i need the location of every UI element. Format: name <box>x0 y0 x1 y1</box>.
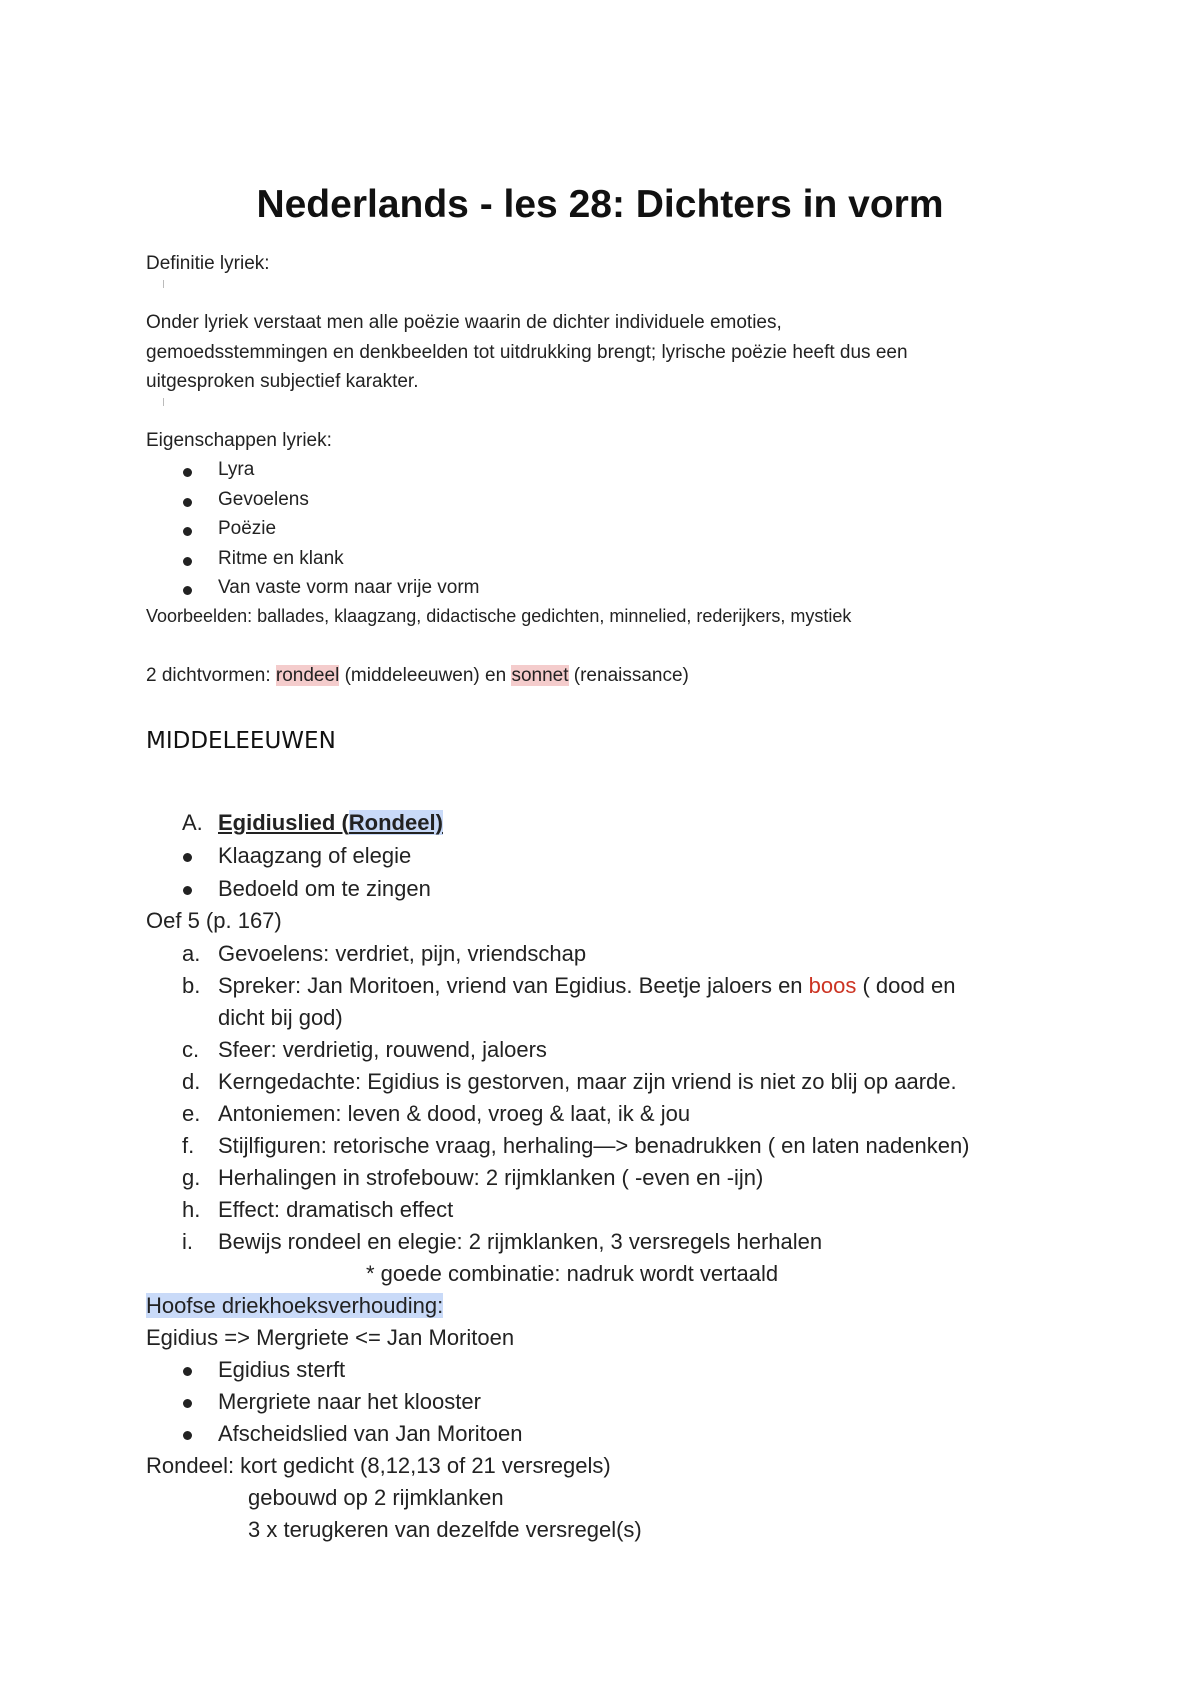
bullet <box>183 1399 192 1408</box>
egidius-title: Egidiuslied ( <box>218 810 349 835</box>
highlight-rondeel-title: Rondeel) <box>348 810 443 835</box>
highlight-hoofse: Hoofse driekhoeksverhouding: <box>146 1293 444 1318</box>
rondeel-line-3: 3 x terugkeren van dezelfde versregel(s) <box>248 1517 642 1542</box>
bullet <box>183 468 192 477</box>
list-item: Afscheidslied van Jan Moritoen <box>218 1421 523 1446</box>
rondeel-line-2: gebouwd op 2 rijmklanken <box>248 1485 504 1510</box>
list-item: Gevoelens: verdriet, pijn, vriendschap <box>218 941 587 966</box>
comment-marker <box>163 280 164 288</box>
list-item: Bedoeld om te zingen <box>218 876 431 901</box>
hoofse-line: Egidius => Mergriete <= Jan Moritoen <box>146 1325 515 1350</box>
highlight-rondeel: rondeel <box>275 665 340 686</box>
section-heading: MIDDELEEUWEN <box>146 728 336 754</box>
list-item-continuation: dicht bij god) <box>218 1005 343 1030</box>
highlight-sonnet: sonnet <box>511 665 569 686</box>
list-item: Bewijs rondeel en elegie: 2 rijmklanken, 3 versregels herhalen <box>218 1229 823 1254</box>
list-item: Ritme en klank <box>218 548 344 569</box>
definitie-line-2: gemoedsstemmingen en denkbeelden tot uitdrukking brengt; lyrische poëzie heeft dus een <box>146 342 908 363</box>
dichtvormen-mid: (middeleeuwen) en <box>339 665 512 686</box>
page-title: Nederlands - les 28: Dichters in vorm <box>256 183 944 226</box>
item-text: Spreker: Jan Moritoen, vriend van Egidius. Beetje jaloers en <box>218 973 809 998</box>
list-item: Effect: dramatisch effect <box>218 1197 454 1222</box>
item-text: ( dood en <box>856 973 956 998</box>
bullet <box>183 498 192 507</box>
list-item: Klaagzang of elegie <box>218 843 412 868</box>
list-letter: a. <box>182 941 201 966</box>
oef-heading: Oef 5 (p. 167) <box>146 908 282 933</box>
list-item: Poëzie <box>218 518 277 539</box>
bullet <box>183 557 192 566</box>
list-letter: A. <box>182 810 203 835</box>
voorbeelden-line: Voorbeelden: ballades, klaagzang, didactische gedichten, minnelied, rederijkers, mystiek <box>146 606 852 626</box>
list-letter: g. <box>182 1165 201 1190</box>
list-letter: f. <box>182 1133 195 1158</box>
list-item: Lyra <box>218 459 255 480</box>
definitie-line-3: uitgesproken subjectief karakter. <box>146 371 419 392</box>
list-item: Mergriete naar het klooster <box>218 1389 481 1414</box>
egidius-heading <box>218 810 443 836</box>
hoofse-label <box>146 1293 443 1319</box>
dichtvormen-suffix: (renaissance) <box>568 665 689 686</box>
bullet <box>183 1367 192 1376</box>
list-letter: c. <box>182 1037 200 1062</box>
bullet <box>183 527 192 536</box>
oef-note: * goede combinatie: nadruk wordt vertaald <box>366 1261 779 1286</box>
list-item: Herhalingen in strofebouw: 2 rijmklanken ( -even en -ijn) <box>218 1165 764 1190</box>
bullet <box>183 853 192 862</box>
definitie-label: Definitie lyriek: <box>146 253 270 274</box>
bullet <box>183 1431 192 1440</box>
comment-marker <box>163 398 164 406</box>
dichtvormen-line <box>146 665 689 687</box>
list-letter: h. <box>182 1197 201 1222</box>
list-item: Sfeer: verdrietig, rouwend, jaloers <box>218 1037 547 1062</box>
list-item <box>218 973 955 999</box>
list-item: Egidius sterft <box>218 1357 346 1382</box>
list-item: Kerngedachte: Egidius is gestorven, maar zijn vriend is niet zo blij op aarde. <box>218 1069 957 1094</box>
list-item: Stijlfiguren: retorische vraag, herhaling—> benadrukken ( en laten nadenken) <box>218 1133 970 1158</box>
list-letter: i. <box>182 1229 193 1254</box>
list-item: Van vaste vorm naar vrije vorm <box>218 577 480 598</box>
list-item: Antoniemen: leven & dood, vroeg & laat, ik & jou <box>218 1101 691 1126</box>
list-letter: b. <box>182 973 201 998</box>
definitie-line-1: Onder lyriek verstaat men alle poëzie waarin de dichter individuele emoties, <box>146 312 782 333</box>
bullet <box>183 586 192 595</box>
list-item: Gevoelens <box>218 489 309 510</box>
dichtvormen-prefix: 2 dichtvormen: <box>146 665 276 686</box>
red-word: boos <box>808 973 857 998</box>
list-letter: e. <box>182 1101 201 1126</box>
eigenschappen-label: Eigenschappen lyriek: <box>146 430 332 451</box>
rondeel-line-1: Rondeel: kort gedicht (8,12,13 of 21 versregels) <box>146 1453 611 1478</box>
list-letter: d. <box>182 1069 201 1094</box>
bullet <box>183 886 192 895</box>
